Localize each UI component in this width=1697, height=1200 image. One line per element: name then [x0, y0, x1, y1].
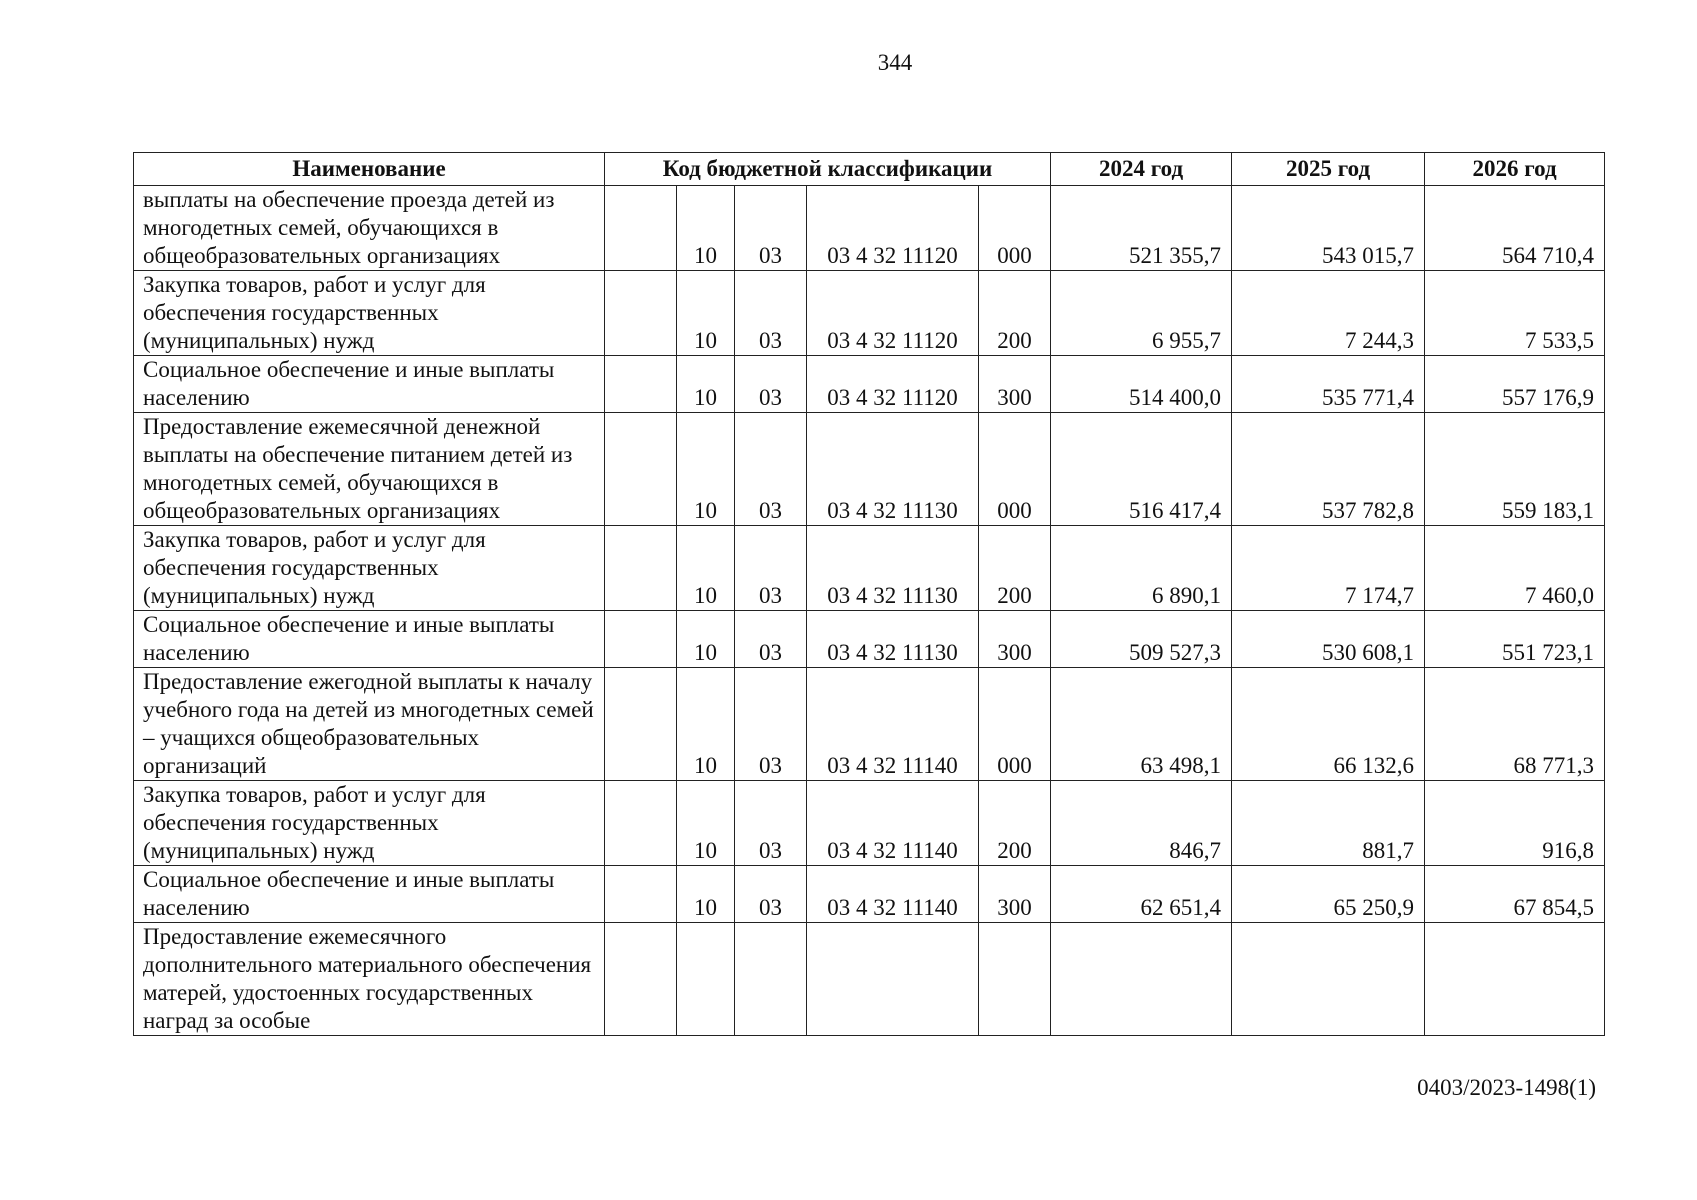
row-blank-cell — [605, 866, 677, 923]
row-amount-2024 — [1051, 923, 1232, 1036]
row-subsection: 03 — [735, 526, 807, 611]
row-amount-2024: 516 417,4 — [1051, 413, 1232, 526]
header-name: Наименование — [134, 153, 605, 186]
header-2025: 2025 год — [1232, 153, 1425, 186]
row-expense-type: 000 — [979, 186, 1051, 271]
row-amount-2025: 535 771,4 — [1232, 356, 1425, 413]
table-header-row — [134, 153, 1605, 186]
row-amount-2025: 7 174,7 — [1232, 526, 1425, 611]
budget-table — [133, 152, 1605, 1036]
table-row — [134, 186, 1605, 271]
row-target-article: 03 4 32 11120 — [807, 356, 979, 413]
row-amount-2026: 67 854,5 — [1425, 866, 1605, 923]
row-expense-type: 200 — [979, 781, 1051, 866]
row-section: 10 — [677, 271, 735, 356]
row-subsection: 03 — [735, 866, 807, 923]
table-row — [134, 526, 1605, 611]
row-expense-type: 300 — [979, 611, 1051, 668]
row-blank-cell — [605, 271, 677, 356]
header-2026: 2026 год — [1425, 153, 1605, 186]
row-target-article: 03 4 32 11120 — [807, 186, 979, 271]
row-name: Закупка товаров, работ и услуг для обеспечения государственных (муниципальных) нужд — [134, 271, 605, 356]
row-amount-2024: 521 355,7 — [1051, 186, 1232, 271]
row-name: Предоставление ежегодной выплаты к началу учебного года на детей из многодетных семей – учащихся общеобразовательных организаций — [134, 668, 605, 781]
row-subsection: 03 — [735, 271, 807, 356]
row-amount-2024: 514 400,0 — [1051, 356, 1232, 413]
row-name: выплаты на обеспечение проезда детей из многодетных семей, обучающихся в общеобразовательных организациях — [134, 186, 605, 271]
row-target-article — [807, 923, 979, 1036]
row-name: Социальное обеспечение и иные выплаты населению — [134, 866, 605, 923]
row-amount-2024: 62 651,4 — [1051, 866, 1232, 923]
row-expense-type: 200 — [979, 271, 1051, 356]
row-blank-cell — [605, 781, 677, 866]
row-subsection: 03 — [735, 186, 807, 271]
row-section — [677, 923, 735, 1036]
header-code: Код бюджетной классификации — [605, 153, 1051, 186]
row-target-article: 03 4 32 11120 — [807, 271, 979, 356]
row-amount-2025: 7 244,3 — [1232, 271, 1425, 356]
row-target-article: 03 4 32 11140 — [807, 866, 979, 923]
table-row — [134, 781, 1605, 866]
row-subsection: 03 — [735, 413, 807, 526]
row-section: 10 — [677, 866, 735, 923]
row-subsection: 03 — [735, 781, 807, 866]
row-blank-cell — [605, 668, 677, 781]
row-expense-type: 000 — [979, 668, 1051, 781]
row-expense-type — [979, 923, 1051, 1036]
row-name: Предоставление ежемесячного дополнительного материального обеспечения матерей, удостоенных государственных наград за особые — [134, 923, 605, 1036]
row-amount-2025: 881,7 — [1232, 781, 1425, 866]
row-amount-2025: 537 782,8 — [1232, 413, 1425, 526]
row-amount-2026: 7 533,5 — [1425, 271, 1605, 356]
row-amount-2026: 559 183,1 — [1425, 413, 1605, 526]
header-2024: 2024 год — [1051, 153, 1232, 186]
row-amount-2026: 564 710,4 — [1425, 186, 1605, 271]
row-amount-2026: 557 176,9 — [1425, 356, 1605, 413]
row-amount-2025: 66 132,6 — [1232, 668, 1425, 781]
row-section: 10 — [677, 413, 735, 526]
row-amount-2026 — [1425, 923, 1605, 1036]
row-expense-type: 300 — [979, 356, 1051, 413]
row-amount-2026: 551 723,1 — [1425, 611, 1605, 668]
row-amount-2025 — [1232, 923, 1425, 1036]
row-blank-cell — [605, 923, 677, 1036]
table-row — [134, 923, 1605, 1036]
row-target-article: 03 4 32 11130 — [807, 611, 979, 668]
row-amount-2024: 846,7 — [1051, 781, 1232, 866]
row-name: Социальное обеспечение и иные выплаты населению — [134, 611, 605, 668]
row-amount-2025: 65 250,9 — [1232, 866, 1425, 923]
row-amount-2025: 530 608,1 — [1232, 611, 1425, 668]
table-row — [134, 356, 1605, 413]
row-amount-2024: 6 955,7 — [1051, 271, 1232, 356]
row-target-article: 03 4 32 11140 — [807, 781, 979, 866]
row-expense-type: 300 — [979, 866, 1051, 923]
row-name: Закупка товаров, работ и услуг для обеспечения государственных (муниципальных) нужд — [134, 781, 605, 866]
row-expense-type: 000 — [979, 413, 1051, 526]
row-section: 10 — [677, 668, 735, 781]
row-target-article: 03 4 32 11130 — [807, 413, 979, 526]
row-blank-cell — [605, 413, 677, 526]
row-target-article: 03 4 32 11130 — [807, 526, 979, 611]
row-blank-cell — [605, 186, 677, 271]
row-subsection: 03 — [735, 611, 807, 668]
row-blank-cell — [605, 526, 677, 611]
row-name: Предоставление ежемесячной денежной выплаты на обеспечение питанием детей из многодетных семей, обучающихся в общеобразовательных организациях — [134, 413, 605, 526]
row-subsection: 03 — [735, 356, 807, 413]
row-subsection: 03 — [735, 668, 807, 781]
row-amount-2025: 543 015,7 — [1232, 186, 1425, 271]
row-amount-2026: 916,8 — [1425, 781, 1605, 866]
row-subsection — [735, 923, 807, 1036]
page-number: 344 — [877, 50, 913, 75]
row-blank-cell — [605, 611, 677, 668]
row-name: Социальное обеспечение и иные выплаты населению — [134, 356, 605, 413]
table-row — [134, 611, 1605, 668]
row-blank-cell — [605, 356, 677, 413]
row-target-article: 03 4 32 11140 — [807, 668, 979, 781]
row-section: 10 — [677, 356, 735, 413]
table-body — [134, 186, 1605, 1036]
row-amount-2024: 509 527,3 — [1051, 611, 1232, 668]
row-section: 10 — [677, 526, 735, 611]
table-row — [134, 866, 1605, 923]
document-code: 0403/2023-1498(1) — [1417, 1075, 1596, 1100]
row-expense-type: 200 — [979, 526, 1051, 611]
row-amount-2024: 6 890,1 — [1051, 526, 1232, 611]
row-amount-2024: 63 498,1 — [1051, 668, 1232, 781]
table-row — [134, 668, 1605, 781]
row-section: 10 — [677, 781, 735, 866]
row-amount-2026: 68 771,3 — [1425, 668, 1605, 781]
row-amount-2026: 7 460,0 — [1425, 526, 1605, 611]
row-name: Закупка товаров, работ и услуг для обеспечения государственных (муниципальных) нужд — [134, 526, 605, 611]
row-section: 10 — [677, 186, 735, 271]
row-section: 10 — [677, 611, 735, 668]
table-row — [134, 271, 1605, 356]
table-row — [134, 413, 1605, 526]
